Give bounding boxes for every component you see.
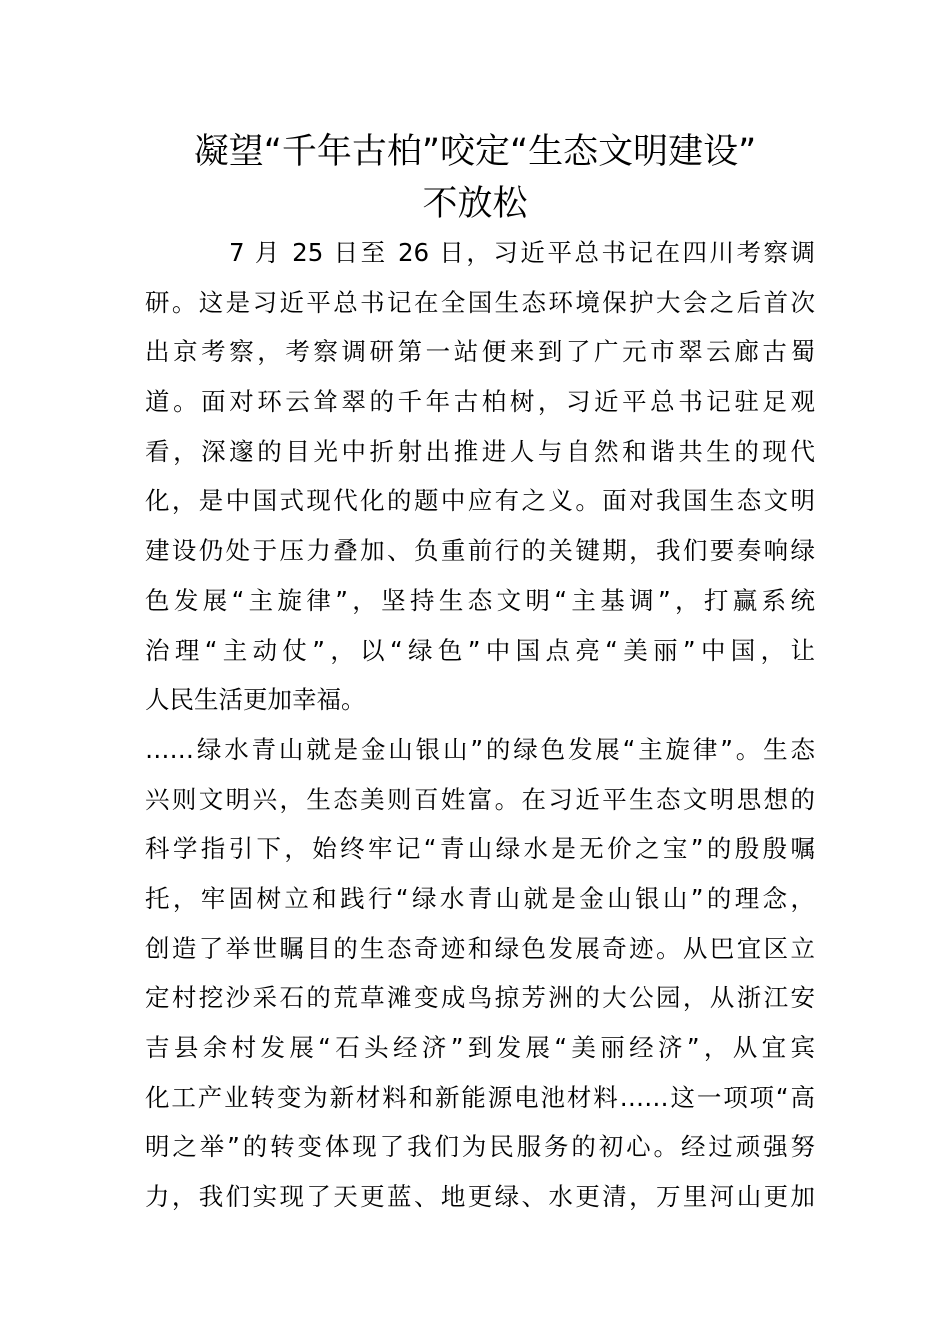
text-line: 吉县余村发展“石头经济”到发展“美丽经济”，从宜宾 [145, 1033, 815, 1062]
text-line: 7 月 25 日至 26 日，习近平总书记在四川考察调 [229, 238, 815, 267]
document-body [145, 228, 815, 1222]
text-line: 出京考察，考察调研第一站便来到了广元市翠云廊古蜀 [145, 337, 815, 367]
text-line: 治理“主动仗”，以“绿色”中国点亮“美丽”中国，让 [145, 635, 815, 665]
text-line: 色发展“主旋律”，坚持生态文明“主基调”，打赢系统 [145, 585, 815, 615]
text-line: 定村挖沙采石的荒草滩变成鸟掠芳洲的大公园，从浙江安 [145, 983, 815, 1013]
text-line: 化工产业转变为新材料和新能源电池材料……这一项项“高 [145, 1082, 815, 1112]
paragraph-1 [145, 228, 815, 725]
text-line: 道。面对环云耸翠的千年古柏树，习近平总书记驻足观 [145, 387, 815, 417]
text-line: 化，是中国式现代化的题中应有之义。面对我国生态文明 [145, 486, 815, 516]
text-line: 科学指引下，始终牢记“青山绿水是无价之宝”的殷殷嘱 [145, 834, 815, 864]
text-line: 研。这是习近平总书记在全国生态环境保护大会之后首次 [145, 287, 815, 317]
paragraph-2 [145, 725, 815, 1222]
text-line: 明之举”的转变体现了我们为民服务的初心。经过顽强努 [145, 1132, 815, 1162]
text-line: 建设仍处于压力叠加、负重前行的关键期，我们要奏响绿 [145, 536, 815, 566]
text-line: 力，我们实现了天更蓝、地更绿、水更清，万里河山更加 [145, 1182, 815, 1212]
text-line: 创造了举世瞩目的生态奇迹和绿色发展奇迹。从巴宜区立 [145, 933, 815, 963]
text-line: 兴则文明兴，生态美则百姓富。在习近平生态文明思想的 [145, 784, 815, 814]
document-title-line-2: 不放松 [422, 184, 528, 224]
text-line: 看，深邃的目光中折射出推进人与自然和谐共生的现代 [145, 436, 815, 466]
text-line: 人民生活更加幸福。 [145, 685, 366, 715]
text-line: 托，牢固树立和践行“绿水青山就是金山银山”的理念， [145, 883, 815, 913]
document-title-line-1: 凝望“千年古柏”咬定“生态文明建设” [193, 132, 757, 172]
text-line: ……绿水青山就是金山银山”的绿色发展“主旋律”。生态 [145, 734, 815, 764]
